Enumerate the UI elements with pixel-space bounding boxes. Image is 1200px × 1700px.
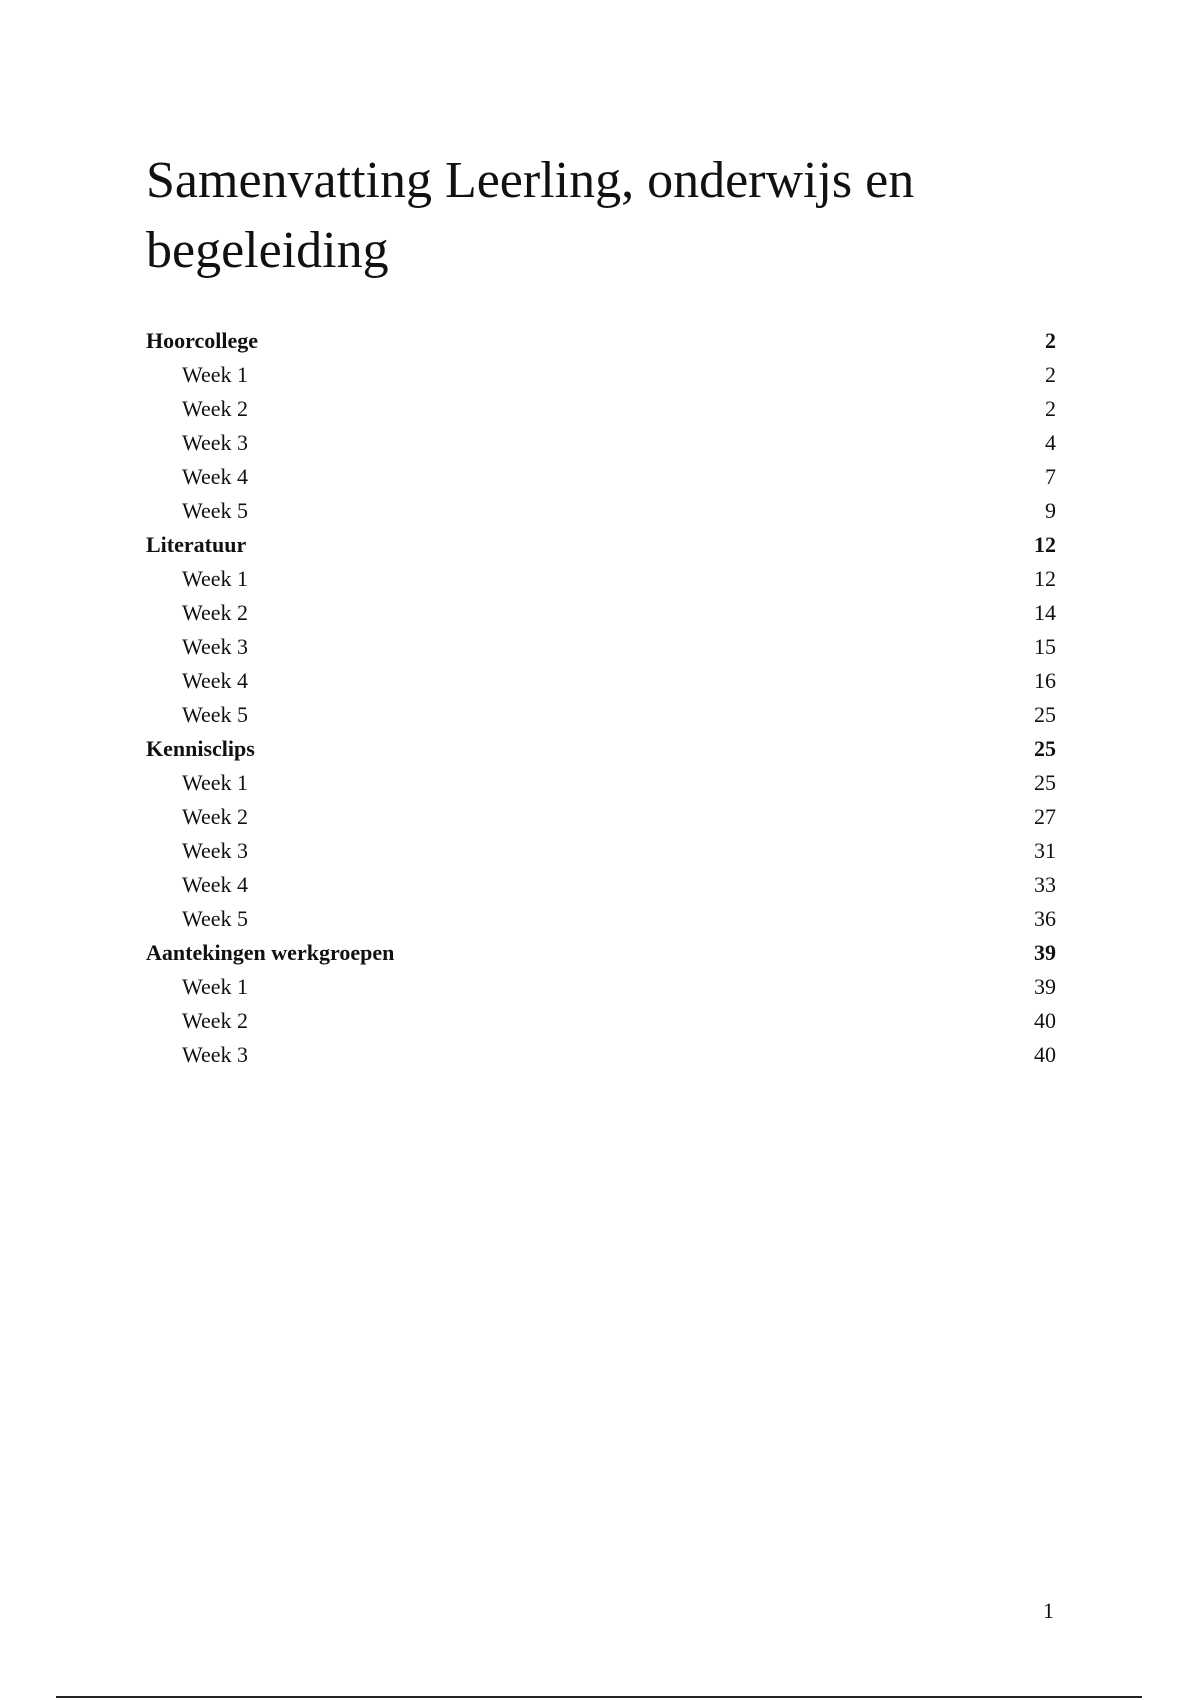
toc-subsection-entry[interactable]: [146, 1004, 1056, 1038]
toc-entry-label: Week 2: [182, 396, 249, 421]
toc-entry-page-number: 2: [1045, 396, 1056, 421]
toc-entry-label: Kennisclips: [146, 736, 255, 761]
toc-entry-label: Week 1: [182, 974, 249, 999]
toc-subsection-entry[interactable]: [146, 460, 1056, 494]
toc-entry-page-number: 39: [1034, 974, 1056, 999]
toc-entry-page-number: 33: [1034, 872, 1056, 897]
toc-section-entry[interactable]: [146, 324, 1056, 358]
toc-entry-label: Week 5: [182, 702, 249, 727]
toc-entry-page-number: 36: [1034, 906, 1056, 931]
toc-subsection-entry[interactable]: [146, 630, 1056, 664]
toc-section-entry[interactable]: [146, 528, 1056, 562]
toc-entry-page-number: 25: [1034, 736, 1056, 761]
page-title: Samenvatting Leerling, onderwijs en begeleiding: [146, 152, 915, 279]
toc-entry-label: Week 1: [182, 770, 249, 795]
toc-entry-label: Week 1: [182, 566, 249, 591]
toc-entry-page-number: 25: [1034, 702, 1056, 727]
toc-section-entry[interactable]: [146, 732, 1056, 766]
toc-entry-page-number: 15: [1034, 634, 1056, 659]
toc-entry-label: Week 2: [182, 600, 249, 625]
page-number: 1: [1043, 1598, 1054, 1623]
toc-entry-page-number: 4: [1045, 430, 1056, 455]
toc-subsection-entry[interactable]: [146, 494, 1056, 528]
toc-subsection-entry[interactable]: [146, 902, 1056, 936]
toc-subsection-entry[interactable]: [146, 834, 1056, 868]
toc-entry-label: Aantekingen werkgroepen: [146, 940, 395, 965]
toc-entry-page-number: 9: [1045, 498, 1056, 523]
toc-subsection-entry[interactable]: [146, 392, 1056, 426]
toc-subsection-entry[interactable]: [146, 562, 1056, 596]
toc-subsection-entry[interactable]: [146, 596, 1056, 630]
toc-entry-label: Week 4: [182, 464, 249, 489]
toc-subsection-entry[interactable]: [146, 766, 1056, 800]
toc-subsection-entry[interactable]: [146, 868, 1056, 902]
toc-subsection-entry[interactable]: [146, 1038, 1056, 1072]
toc-entry-page-number: 39: [1034, 940, 1056, 965]
toc-entry-page-number: 40: [1034, 1042, 1056, 1067]
toc-subsection-entry[interactable]: [146, 970, 1056, 1004]
toc-entry-label: Week 4: [182, 872, 249, 897]
toc-entry-label: Week 3: [182, 430, 249, 455]
toc-subsection-entry[interactable]: [146, 800, 1056, 834]
toc-entry-label: Week 4: [182, 668, 249, 693]
toc-subsection-entry[interactable]: [146, 664, 1056, 698]
toc-entry-page-number: 40: [1034, 1008, 1056, 1033]
toc-entry-page-number: 2: [1045, 362, 1056, 387]
toc-subsection-entry[interactable]: [146, 426, 1056, 460]
toc-entry-label: Week 2: [182, 804, 249, 829]
toc-entry-label: Week 3: [182, 634, 249, 659]
toc-entry-label: Week 5: [182, 498, 249, 523]
toc-subsection-entry[interactable]: [146, 698, 1056, 732]
toc-section-entry[interactable]: [146, 936, 1056, 970]
toc-subsection-entry[interactable]: [146, 358, 1056, 392]
toc-entry-page-number: 12: [1034, 532, 1056, 557]
toc-entry-page-number: 7: [1045, 464, 1056, 489]
toc-entry-page-number: 16: [1034, 668, 1056, 693]
toc-entry-label: Week 5: [182, 906, 249, 931]
toc-entry-page-number: 12: [1034, 566, 1056, 591]
footer-divider: [56, 1696, 1142, 1698]
toc-entry-label: Week 3: [182, 838, 249, 863]
toc-entry-page-number: 2: [1045, 328, 1056, 353]
toc-entry-label: Hoorcollege: [146, 328, 258, 353]
toc-entry-label: Week 3: [182, 1042, 249, 1067]
toc-entry-label: Week 1: [182, 362, 249, 387]
toc-entry-page-number: 14: [1034, 600, 1056, 625]
toc-entry-label: Week 2: [182, 1008, 249, 1033]
toc-entry-page-number: 31: [1034, 838, 1056, 863]
toc-entry-page-number: 27: [1034, 804, 1056, 829]
table-of-contents: [146, 324, 1056, 1072]
toc-entry-label: Literatuur: [146, 532, 247, 557]
toc-entry-page-number: 25: [1034, 770, 1056, 795]
